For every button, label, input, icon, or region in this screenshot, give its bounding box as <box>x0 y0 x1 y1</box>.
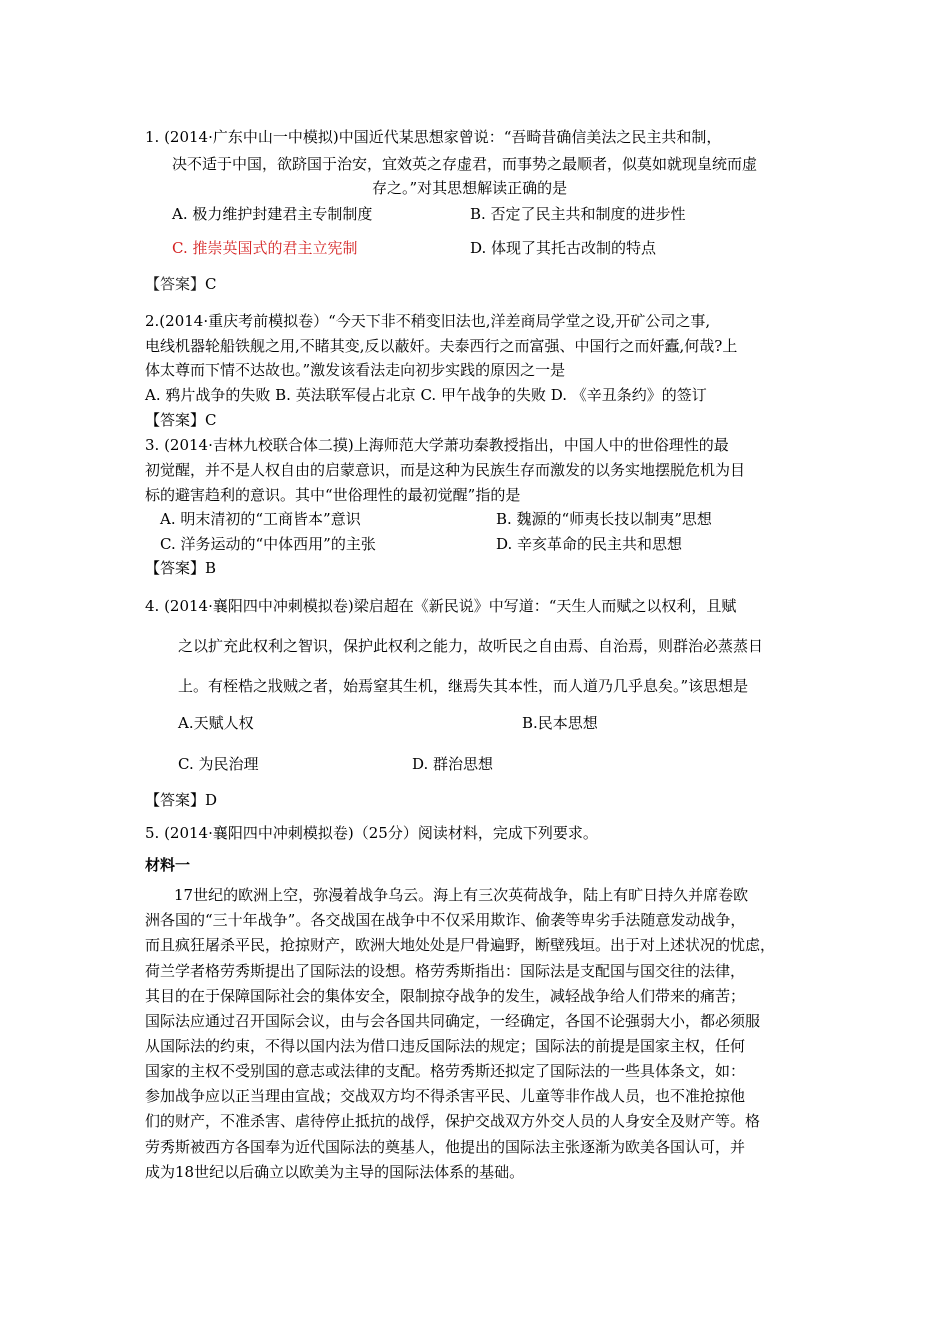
answer-value: B <box>205 559 217 577</box>
material-line: 们的财产，不准杀害、虐待停止抵抗的战俘，保护交战双方外交人员的人身安全及财产等。格 <box>145 1112 761 1130</box>
q2-stem-line-3: 体太尊而下情不达故也。”激发该看法走向初步实践的原因之一是 <box>145 361 566 379</box>
q1-option-b: B. 否定了民主共和制度的进步性 <box>470 205 686 223</box>
q3-stem-line-1: 3. (2014·吉林九校联合体二摸)上海师范大学萧功秦教授指出，中国人中的世俗理性的最 <box>145 436 729 454</box>
material-line: 荷兰学者格劳秀斯提出了国际法的设想。格劳秀斯指出：国际法是支配国与国交往的法律， <box>145 962 746 980</box>
q2-stem-line-2: 电线机器轮船铁舰之用,不睹其变,反以蔽奸。夫泰西行之而富强、中国行之而奸蠹,何哉?上 <box>145 337 738 355</box>
q4-option-d: D. 群治思想 <box>412 755 494 773</box>
q3-option-b: B. 魏源的“师夷长技以制夷”思想 <box>496 510 712 528</box>
answer-value: C <box>205 411 217 429</box>
q4-answer <box>145 790 217 810</box>
material-line: 国家的主权不受别国的意志或法律的支配。格劳秀斯还拟定了国际法的一些具体条文，如： <box>145 1062 746 1080</box>
q1-option-a: A. 极力维护封建君主专制制度 <box>172 205 373 223</box>
material-line: 成为18世纪以后确立以欧美为主导的国际法体系的基础。 <box>145 1163 525 1181</box>
q3-option-c: C. 洋务运动的“中体西用”的主张 <box>160 535 376 553</box>
answer-label: 【答案】 <box>145 411 206 429</box>
material-line: 洲各国的“三十年战争”。各交战国在战争中不仅采用欺诈、偷袭等卑劣手法随意发动战争， <box>145 911 746 929</box>
q1-option-c: C. 推崇英国式的君主立宪制 <box>172 239 358 257</box>
q2-answer <box>145 410 217 430</box>
answer-label: 【答案】 <box>145 275 206 293</box>
answer-label: 【答案】 <box>145 559 206 577</box>
answer-value: D <box>205 791 218 809</box>
answer-value: C <box>205 275 217 293</box>
q4-stem-line-2: 之以扩充此权利之智识，保护此权利之能力，故听民之自由焉、自治焉，则群治必蒸蒸日 <box>178 637 764 655</box>
material-line: 而且疯狂屠杀平民，抢掠财产，欧洲大地处处是尸骨遍野，断壁残垣。出于对上述状况的忧虑， <box>145 936 776 954</box>
q4-stem-line-3: 上。有桎梏之戕贼之者，始焉窒其生机，继焉失其本性，而人道乃几乎息矣。”该思想是 <box>178 677 749 695</box>
q5-material-title: 材料一 <box>145 856 191 874</box>
q3-stem-line-2: 初觉醒，并不是人权自由的启蒙意识，而是这种为民族生存而激发的以务实地摆脱危机为目 <box>145 461 746 479</box>
material-line: 劳秀斯被西方各国奉为近代国际法的奠基人，他提出的国际法主张逐渐为欧美各国认可，并 <box>145 1138 746 1156</box>
material-line: 国际法应通过召开国际会议，由与会各国共同确定，一经确定，各国不论强弱大小，都必须服 <box>145 1012 761 1030</box>
q1-stem-line-2: 决不适于中国，欲跻国于治安，宜效英之存虚君，而事势之最顺者，似莫如就现皇统而虚 <box>172 155 758 173</box>
q2-stem-line-1: 2.(2014·重庆考前模拟卷）“今天下非不稍变旧法也,洋差商局学堂之设,开矿公司之事, <box>145 312 711 330</box>
q3-option-a: A. 明末清初的“工商皆本”意识 <box>160 510 361 528</box>
material-line: 从国际法的约束，不得以国内法为借口违反国际法的规定；国际法的前提是国家主权，任何 <box>145 1037 746 1055</box>
material-line: 参加战争应以正当理由宣战；交战双方均不得杀害平民、儿童等非作战人员，也不准抢掠他 <box>145 1087 746 1105</box>
material-line: 其目的在于保障国际社会的集体安全，限制掠夺战争的发生，减轻战争给人们带来的痛苦； <box>145 987 746 1005</box>
q2-options: A. 鸦片战争的失败 B. 英法联军侵占北京 C. 甲午战争的失败 D. 《辛丑条约》的签订 <box>145 386 707 404</box>
q1-option-d: D. 体现了其托古改制的特点 <box>470 239 657 257</box>
q1-stem-line-3: 存之。”对其思想解读正确的是 <box>372 179 568 197</box>
q3-stem-line-3: 标的避害趋利的意识。其中“世俗理性的最初觉醒”指的是 <box>145 486 521 504</box>
q3-answer <box>145 558 216 578</box>
q1-stem-line-1: 1. (2014·广东中山一中模拟)中国近代某思想家曾说：“吾畸昔确信美法之民主共和制， <box>145 128 722 146</box>
q4-option-c: C. 为民治理 <box>178 755 259 773</box>
q4-option-b: B.民本思想 <box>522 714 598 732</box>
answer-label: 【答案】 <box>145 791 206 809</box>
q4-stem-line-1: 4. (2014·襄阳四中冲刺模拟卷)梁启超在《新民说》中写道：“天生人而赋之以权利，且赋 <box>145 597 737 615</box>
q4-option-a: A.天赋人权 <box>178 714 254 732</box>
q1-answer <box>145 274 217 294</box>
q3-option-d: D. 辛亥革命的民主共和思想 <box>496 535 683 553</box>
material-line: 17世纪的欧洲上空，弥漫着战争乌云。海上有三次英荷战争，陆上有旷日持久并席卷欧 <box>174 886 749 904</box>
q5-stem: 5. (2014·襄阳四中冲刺模拟卷)（25分）阅读材料，完成下列要求。 <box>145 824 598 842</box>
